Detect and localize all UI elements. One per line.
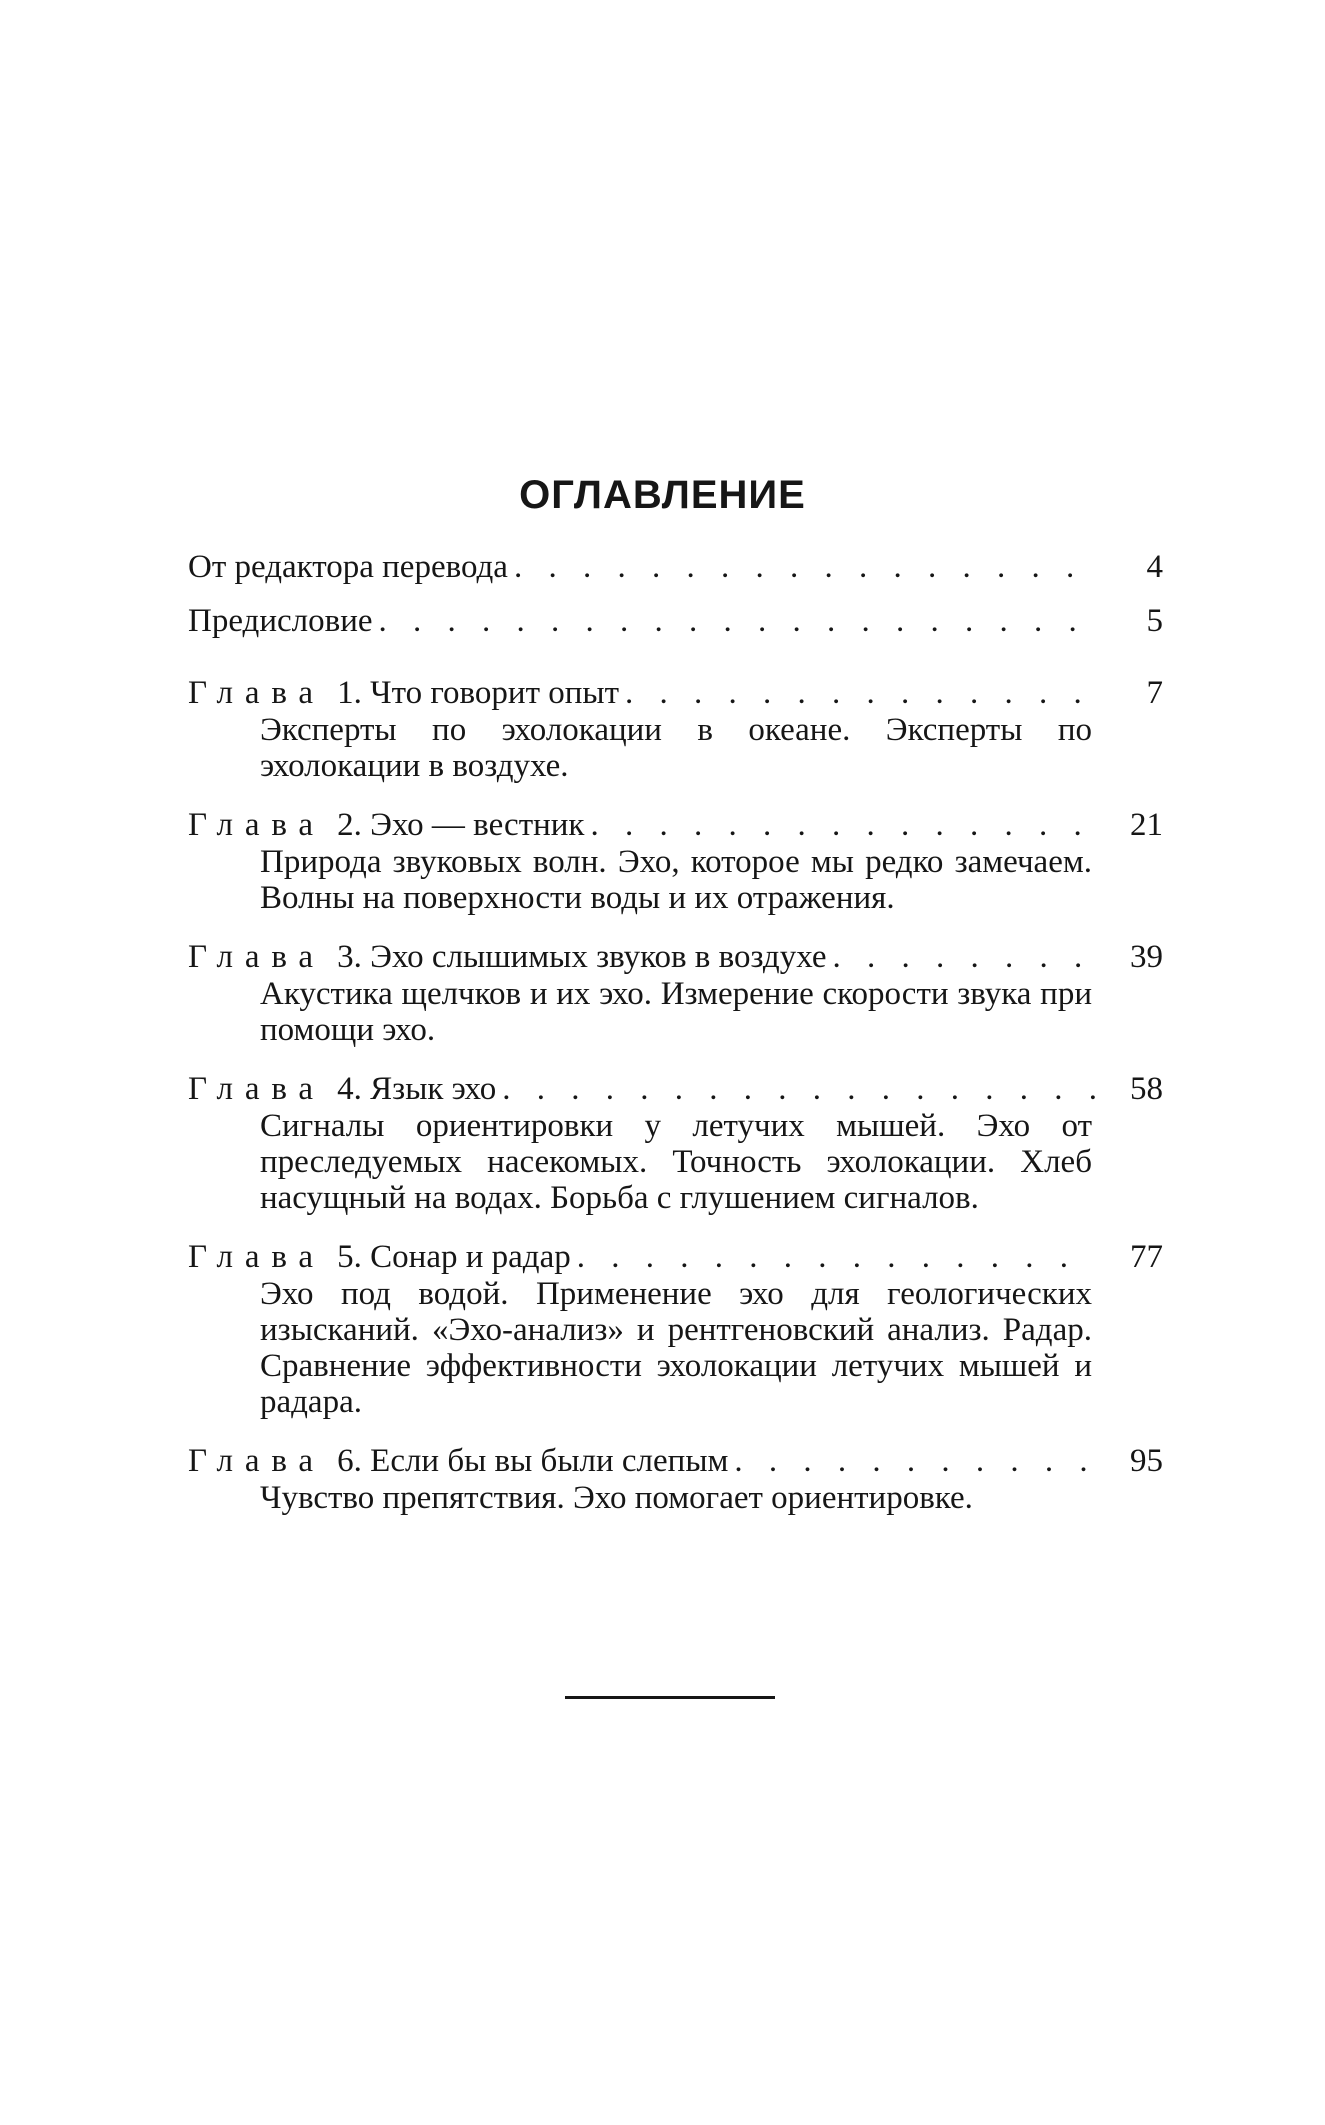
chapter-title: Если бы вы были слепым <box>370 1443 729 1479</box>
dot-leader <box>379 602 1096 640</box>
toc-entry-preface[interactable] <box>188 602 1163 640</box>
end-separator-line <box>565 1696 775 1699</box>
chapter-label: Глава <box>188 1071 325 1107</box>
chapter-label: Глава <box>188 1239 325 1275</box>
chapter-title: Сонар и радар <box>370 1239 571 1275</box>
dot-leader <box>502 1070 1095 1108</box>
page-number: 95 <box>1130 1443 1163 1479</box>
dot-leader <box>625 674 1095 712</box>
toc-entry-chapter-1[interactable] <box>188 674 1163 784</box>
chapter-number: 4. <box>337 1071 362 1107</box>
page-number: 5 <box>1146 603 1163 639</box>
entry-title: От редактора перевода <box>188 549 508 585</box>
dot-leader <box>514 548 1095 586</box>
page-title: ОГЛАВЛЕНИЕ <box>519 472 806 517</box>
toc-entry-chapter-2[interactable] <box>188 806 1163 916</box>
chapter-description: Природа звуковых волн. Эхо, которое мы редко замечаем. Волны на поверхности воды и их отражения. <box>260 844 1092 916</box>
entry-title: Предисловие <box>188 603 373 639</box>
chapter-description: Сигналы ориентировки у летучих мышей. Эхо от преследуемых насекомых. Точность эхолокации. Хлеб насущный на водах. Борьба с глушением сигналов. <box>260 1108 1092 1216</box>
page-number: 7 <box>1146 675 1163 711</box>
chapter-label: Глава <box>188 939 325 975</box>
chapter-description: Акустика щелчков и их эхо. Измерение скорости звука при помощи эхо. <box>260 976 1092 1048</box>
chapter-title: Эхо слышимых звуков в воздухе <box>370 939 827 975</box>
table-of-contents <box>188 548 1163 1516</box>
dot-leader <box>577 1238 1095 1276</box>
chapter-label: Глава <box>188 1443 325 1479</box>
chapter-number: 3. <box>337 939 362 975</box>
page-number: 21 <box>1130 807 1163 843</box>
page-number: 4 <box>1146 549 1163 585</box>
chapter-number: 6. <box>337 1443 362 1479</box>
chapter-number: 1. <box>337 675 362 711</box>
toc-entry-chapter-4[interactable] <box>188 1070 1163 1216</box>
chapter-title: Язык эхо <box>370 1071 497 1107</box>
chapter-title: Что говорит опыт <box>370 675 619 711</box>
chapter-number: 5. <box>337 1239 362 1275</box>
toc-entry-editor-foreword[interactable] <box>188 548 1163 586</box>
dot-leader <box>833 938 1095 976</box>
page-number: 58 <box>1130 1071 1163 1107</box>
toc-entry-chapter-6[interactable] <box>188 1442 1163 1516</box>
chapter-description: Эхо под водой. Применение эхо для геологических изысканий. «Эхо-анализ» и рентгеновский анализ. Радар. Сравнение эффективности эхолокации летучих мышей и радара. <box>260 1276 1092 1420</box>
dot-leader <box>590 806 1095 844</box>
chapter-label: Глава <box>188 675 325 711</box>
page-number: 39 <box>1130 939 1163 975</box>
page-number: 77 <box>1130 1239 1163 1275</box>
chapter-description: Эксперты по эхолокации в океане. Эксперты по эхолокации в воздухе. <box>260 712 1092 784</box>
chapter-number: 2. <box>337 807 362 843</box>
chapter-description: Чувство препятствия. Эхо помогает ориентировке. <box>260 1480 973 1516</box>
dot-leader <box>734 1442 1095 1480</box>
chapter-label: Глава <box>188 807 325 843</box>
chapter-title: Эхо — вестник <box>370 807 585 843</box>
toc-entry-chapter-3[interactable] <box>188 938 1163 1048</box>
toc-entry-chapter-5[interactable] <box>188 1238 1163 1420</box>
